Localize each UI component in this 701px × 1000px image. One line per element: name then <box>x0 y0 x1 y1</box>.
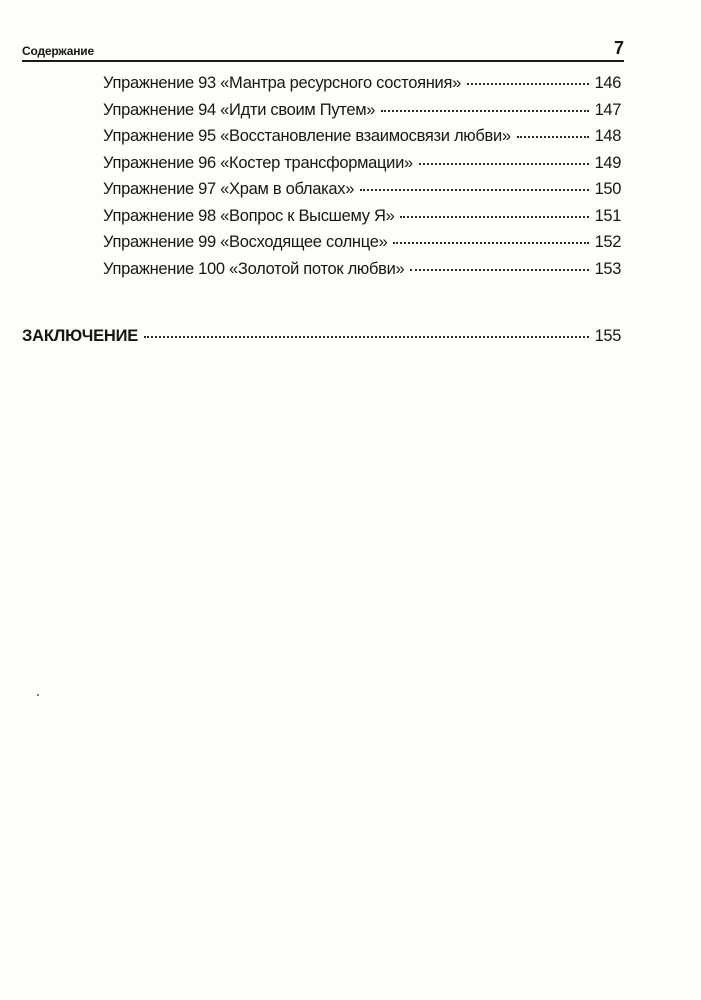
toc-entry-exercise-100[interactable] <box>103 260 621 287</box>
section-title: Содержание <box>22 44 94 58</box>
dot-leader <box>517 136 589 138</box>
toc-entry-page: 146 <box>594 74 621 92</box>
toc-entry-page: 150 <box>594 180 621 198</box>
toc-entry-conclusion[interactable] <box>22 327 621 354</box>
toc-entry-title: Упражнение 100 «Золотой поток любви» <box>103 259 405 278</box>
dot-leader <box>360 189 589 191</box>
toc-entry-page: 155 <box>594 327 621 345</box>
toc-entry-exercise-96[interactable] <box>103 154 621 181</box>
toc-entry-title: Упражнение 99 «Восходящее солнце» <box>103 233 388 251</box>
print-speck <box>37 694 39 696</box>
toc-entry-exercise-94[interactable] <box>103 101 621 128</box>
toc-entry-title: Упражнение 96 «Костер трансформации» <box>103 153 413 172</box>
toc-entry-title: Упражнение 95 «Восстановление взаимосвязи любви» <box>103 127 511 145</box>
toc-entry-title: ЗАКЛЮЧЕНИЕ <box>22 327 139 345</box>
toc-entry-page: 148 <box>594 127 621 145</box>
dot-leader <box>144 336 589 338</box>
toc-entry-exercise-93[interactable] <box>103 74 621 101</box>
toc-entry-page: 152 <box>594 233 621 251</box>
toc-entry-title: Упражнение 94 «Идти своим Путем» <box>103 100 376 119</box>
dot-leader <box>393 242 588 244</box>
dot-leader <box>381 110 589 112</box>
page-number: 7 <box>613 38 624 58</box>
toc-entry-title: Упражнение 93 «Мантра ресурсного состояния» <box>103 74 461 92</box>
page-header <box>22 34 624 62</box>
toc-entry-exercise-99[interactable] <box>103 233 621 260</box>
dot-leader <box>467 83 589 85</box>
toc-entry-title: Упражнение 97 «Храм в облаках» <box>103 180 355 198</box>
dot-leader <box>400 216 588 218</box>
header-rule <box>22 60 624 62</box>
toc-entry-page: 151 <box>594 206 621 225</box>
toc-entry-exercise-95[interactable] <box>103 127 621 154</box>
toc-entry-exercise-97[interactable] <box>103 180 621 207</box>
dot-leader <box>410 269 588 271</box>
dot-leader <box>419 163 589 165</box>
toc-entry-page: 149 <box>594 153 621 172</box>
toc-entry-page: 147 <box>594 100 621 119</box>
toc-entry-page: 153 <box>594 259 621 278</box>
toc-entry-title: Упражнение 98 «Вопрос к Высшему Я» <box>103 206 395 225</box>
table-of-contents <box>103 74 621 286</box>
toc-entry-exercise-98[interactable] <box>103 207 621 234</box>
